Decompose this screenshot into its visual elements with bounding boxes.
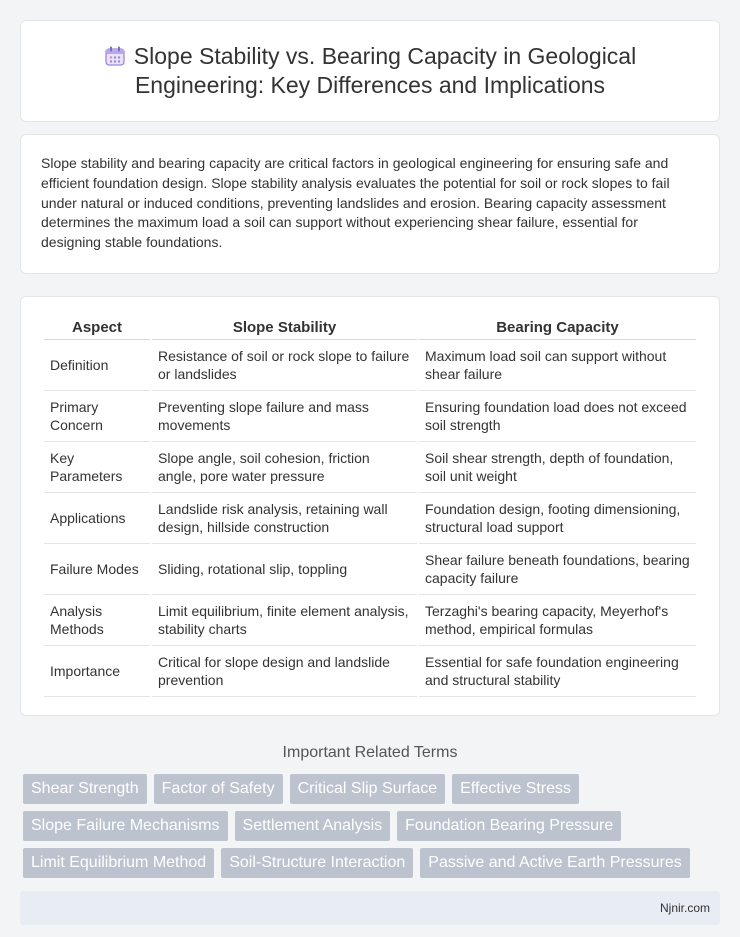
comparison-table — [42, 315, 698, 697]
header-bearing-capacity: Bearing Capacity — [419, 315, 696, 340]
intro-card — [20, 134, 720, 274]
related-term-tag[interactable]: Settlement Analysis — [235, 811, 391, 841]
aspect-cell: Failure Modes — [44, 544, 150, 595]
aspect-cell: Primary Concern — [44, 391, 150, 442]
table-row — [44, 544, 696, 595]
footer-site-link[interactable]: Njnir.com — [659, 900, 710, 915]
header-slope-stability: Slope Stability — [152, 315, 417, 340]
footer-bar — [20, 891, 720, 925]
page-title: Slope Stability vs. Bearing Capacity in Geological Engineering: Key Differences and Implications — [133, 43, 637, 98]
intro-paragraph: Slope stability and bearing capacity are critical factors in geological engineering for ensuring safe and efficient foundation design. Slope stability analysis evaluates the potential for soil or rock slopes to fail under natural or induced conditions, preventing landslides and erosion. Bearing capacity assessment determines the maximum load a soil can support without experiencing shear failure, essential for designing stable foundations. — [41, 155, 670, 251]
bearing-cell: Essential for safe foundation engineering and structural stability — [419, 646, 696, 697]
table-row — [44, 493, 696, 544]
slope-cell: Landslide risk analysis, retaining wall design, hillside construction — [152, 493, 417, 544]
table-row — [44, 595, 696, 646]
bearing-cell: Foundation design, footing dimensioning, structural load support — [419, 493, 696, 544]
slope-cell: Resistance of soil or rock slope to failure or landslides — [152, 340, 417, 391]
aspect-cell: Analysis Methods — [44, 595, 150, 646]
table-row — [44, 442, 696, 493]
title-wrap — [51, 42, 689, 100]
related-term-tag[interactable]: Effective Stress — [452, 774, 579, 804]
slope-cell: Slope angle, soil cohesion, friction angle, pore water pressure — [152, 442, 417, 493]
table-row — [44, 340, 696, 391]
table-row — [44, 646, 696, 697]
slope-cell: Preventing slope failure and mass movements — [152, 391, 417, 442]
related-term-tag[interactable]: Limit Equilibrium Method — [23, 848, 214, 878]
header-aspect: Aspect — [44, 315, 150, 340]
title-card — [20, 20, 720, 122]
bearing-cell: Terzaghi's bearing capacity, Meyerhof's method, empirical formulas — [419, 595, 696, 646]
related-term-tag[interactable]: Slope Failure Mechanisms — [23, 811, 228, 841]
aspect-cell: Key Parameters — [44, 442, 150, 493]
aspect-cell: Definition — [44, 340, 150, 391]
related-terms-heading: Important Related Terms — [282, 743, 458, 761]
related-term-tag[interactable]: Critical Slip Surface — [290, 774, 446, 804]
slope-cell: Sliding, rotational slip, toppling — [152, 544, 417, 595]
related-term-tag[interactable]: Shear Strength — [23, 774, 147, 804]
slope-cell: Limit equilibrium, finite element analysis, stability charts — [152, 595, 417, 646]
bearing-cell: Shear failure beneath foundations, bearing capacity failure — [419, 544, 696, 595]
related-term-tag[interactable]: Factor of Safety — [154, 774, 283, 804]
comparison-card — [20, 296, 720, 716]
calendar-icon — [104, 45, 126, 67]
bearing-cell: Soil shear strength, depth of foundation, soil unit weight — [419, 442, 696, 493]
related-terms-list — [20, 774, 720, 878]
aspect-cell: Applications — [44, 493, 150, 544]
slope-cell: Critical for slope design and landslide prevention — [152, 646, 417, 697]
table-row — [44, 391, 696, 442]
related-term-tag[interactable]: Foundation Bearing Pressure — [397, 811, 621, 841]
related-term-tag[interactable]: Passive and Active Earth Pressures — [420, 848, 689, 878]
related-term-tag[interactable]: Soil-Structure Interaction — [221, 848, 413, 878]
bearing-cell: Maximum load soil can support without shear failure — [419, 340, 696, 391]
aspect-cell: Importance — [44, 646, 150, 697]
bearing-cell: Ensuring foundation load does not exceed soil strength — [419, 391, 696, 442]
table-header-row — [44, 315, 696, 340]
